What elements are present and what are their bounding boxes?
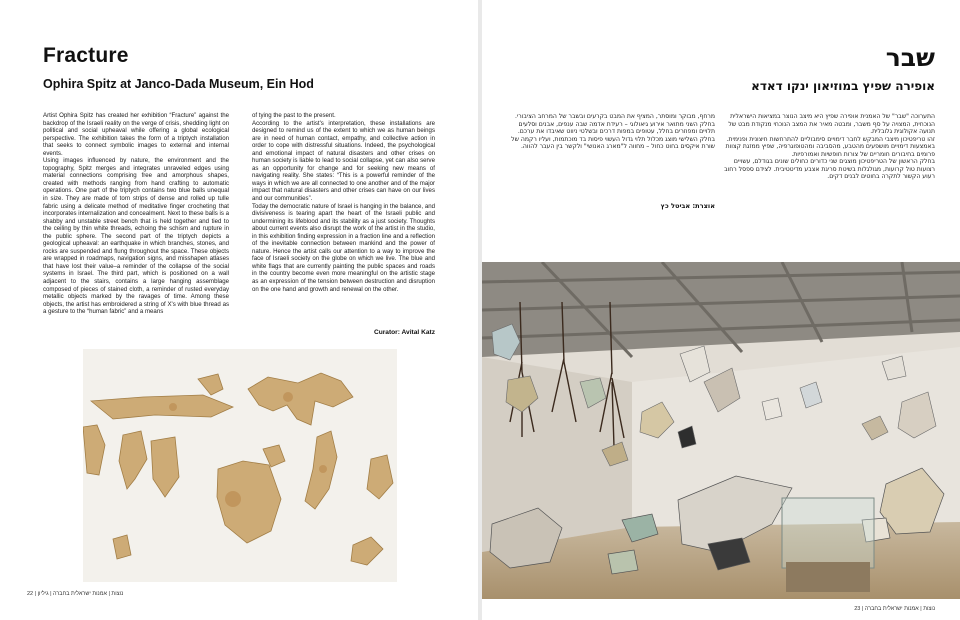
paragraph: בחלק הראשון של הטריפטיכון מוצגים שני כדורים כחולים שונים בגודלם, עשויים רצועות טול קרועות, מגולגלות בשיטת סריגת אצבע מדיטטיבית. לצידם ספסל רחוב רעוע הקשור לתקרה בחוטים לבנים דקים. — [724, 158, 935, 181]
page-subtitle-hebrew: אופירה שפיץ במוזיאון ינקו דאדא — [751, 79, 935, 93]
paragraph: Today the democratic nature of Israel is hanging in the balance, and divisiveness is tearing apart the heart of the Israeli public and undermining its lifeblood and its stability as a just society. Thoughts about current events also disrupt the work of the artist in the studio, in this exhibition finding expression in a fraction line and a reflection of the inevitable connection between mankind and the power of nature. Hence the artist calls our attention to a way to improve the face of Israeli society on the globe on which we live. The blue and white flags that are currently painting the public spaces and roads in the country become even more meaningful on the artistic stage as an expression of the tension between destruction and disruption on the one hand and growth and renewal on the other. — [252, 202, 435, 293]
page-subtitle-english: Ophira Spitz at Janco-Dada Museum, Ein Hod — [43, 77, 314, 91]
folio-left: 22 | נוצות | אמנות ישראלית בחברה | גיליון — [27, 591, 124, 597]
fabric-sculpture-photo — [83, 349, 397, 582]
page-title-hebrew: שבר — [885, 43, 935, 72]
paragraph: According to the artist's interpretation, these installations are designed to remind us of the extent to which we as human beings are in need of human contact, empathy, and collective action in order to cope with distressful situations. Indeed, the psychological and emotional impact of natural disasters and other crises on human society is liable to lead to social collapse, yet can also serve as an opportunity for change and for seeking new means of navigating reality. She states: “This is a powerful reminder of the ways in which we are all connected to one another and of the major impact that natural disasters and other crises can have on our lives and our communities”. — [252, 119, 435, 203]
article-column-2 — [252, 112, 435, 293]
paragraph: מרחף, מבוקר ומוסתר, המציף את המבט בקרעים ובשבר של המרחב הציבורי. בחלק השני מתואר אירוע גיאולוגי – רעידת אדמה שבה ענפים, אבנים וסלעים תלויים ומפוזרים בחלל, עטופים במפות דרכים ובשלטי ניווט שאיבדו את ערכם. — [514, 113, 715, 136]
left-page — [0, 0, 478, 620]
curator-credit-english: Curator: Avital Katz — [373, 329, 435, 336]
page-title-english: Fracture — [43, 44, 129, 67]
paragraph: Artist Ophira Spitz has created her exhibition “Fracture” against the backdrop of the Israeli reality on the verge of crisis, shedding light on political and social upheaval while offering a global ecological perspective. The exhibition takes the form of a triptych installation that seeks to connect symbolic images to external and internal events. — [43, 112, 229, 157]
paragraph: התערוכה "שבר" של האמנית אופירה שפיץ היא מיצב הנוצר במציאות הישראלית הנוכחית, המצויה על סף משבר, ומבטה מאיר את המצב הנוכחי מנקודת מבט של תנועה אקולוגית גלובלית. — [728, 113, 935, 136]
folio-right: נוצות | אמנות ישראלית בחברה | 23 — [854, 606, 935, 612]
paragraph: of tying the past to the present. — [252, 112, 336, 119]
hebrew-column-2 — [507, 113, 715, 151]
paragraph: Using images influenced by nature, the environment and the topography, Spitz merges and integrates unraveled edges using material connections comprising free and amorphous shapes, created with methods ranging from hand crafting to automatic operations. One part of the triptych contains two blue balls unequal in size. They are made of torn strips of dense and rolled up tulle fabric using a delicate method of meditative finger crocheting that incorporates internalization and concealment. Next to these balls is a shabby and unstable street bench that is held together and tied to the ceiling by thin white threads, echoing the schism and rupture in the public sphere. The second part of the triptych depicts a geological upheaval: an earthquake in which branches, stones, and rocks are suspended and flung throughout the space. These objects are wrapped in roadmaps, navigation signs, and misshapen atlases that have lost their value–a reminder of the collapse of the social systems in Israel. The third part, which is positioned on a wall adjacent to the stairs, contains a large hanging assemblage composed of pieces of stained cloth, a reminder of rusted everyday metallic objects marked by the ravages of time. Among these objects, the artist has embroidered a string of X's with blue thread as a gesture to the “human fabric” and a means — [43, 157, 229, 316]
curator-credit-hebrew: אוצרת: אביטל כץ — [660, 202, 715, 210]
right-page — [482, 0, 960, 620]
article-column-1 — [43, 112, 229, 316]
paragraph: בחלק השלישי מוצג מכלול תלוי גדול העשוי פיסות בד מוכתמות, ועליו רקמה של שורת איקסים בחוט כחול – מחווה ל"מארג האנושי" ולקשר בין העבר להווה. — [511, 135, 715, 151]
hebrew-column-1 — [722, 113, 935, 181]
installation-gallery-photo — [482, 262, 960, 599]
paragraph: זהו טריפטיכון מיצבי המבקש לחבר דימויים סימבוליים להתרחשות חיצונית ופנימית. באמצעות דימויים מושפעים מהטבע, מהסביבה ומהטופוגרפיה, שפיץ ממזגת קצוות פרומים בחיבורים חומריים של צורות חופשיות ואמורפיות. — [725, 135, 935, 158]
